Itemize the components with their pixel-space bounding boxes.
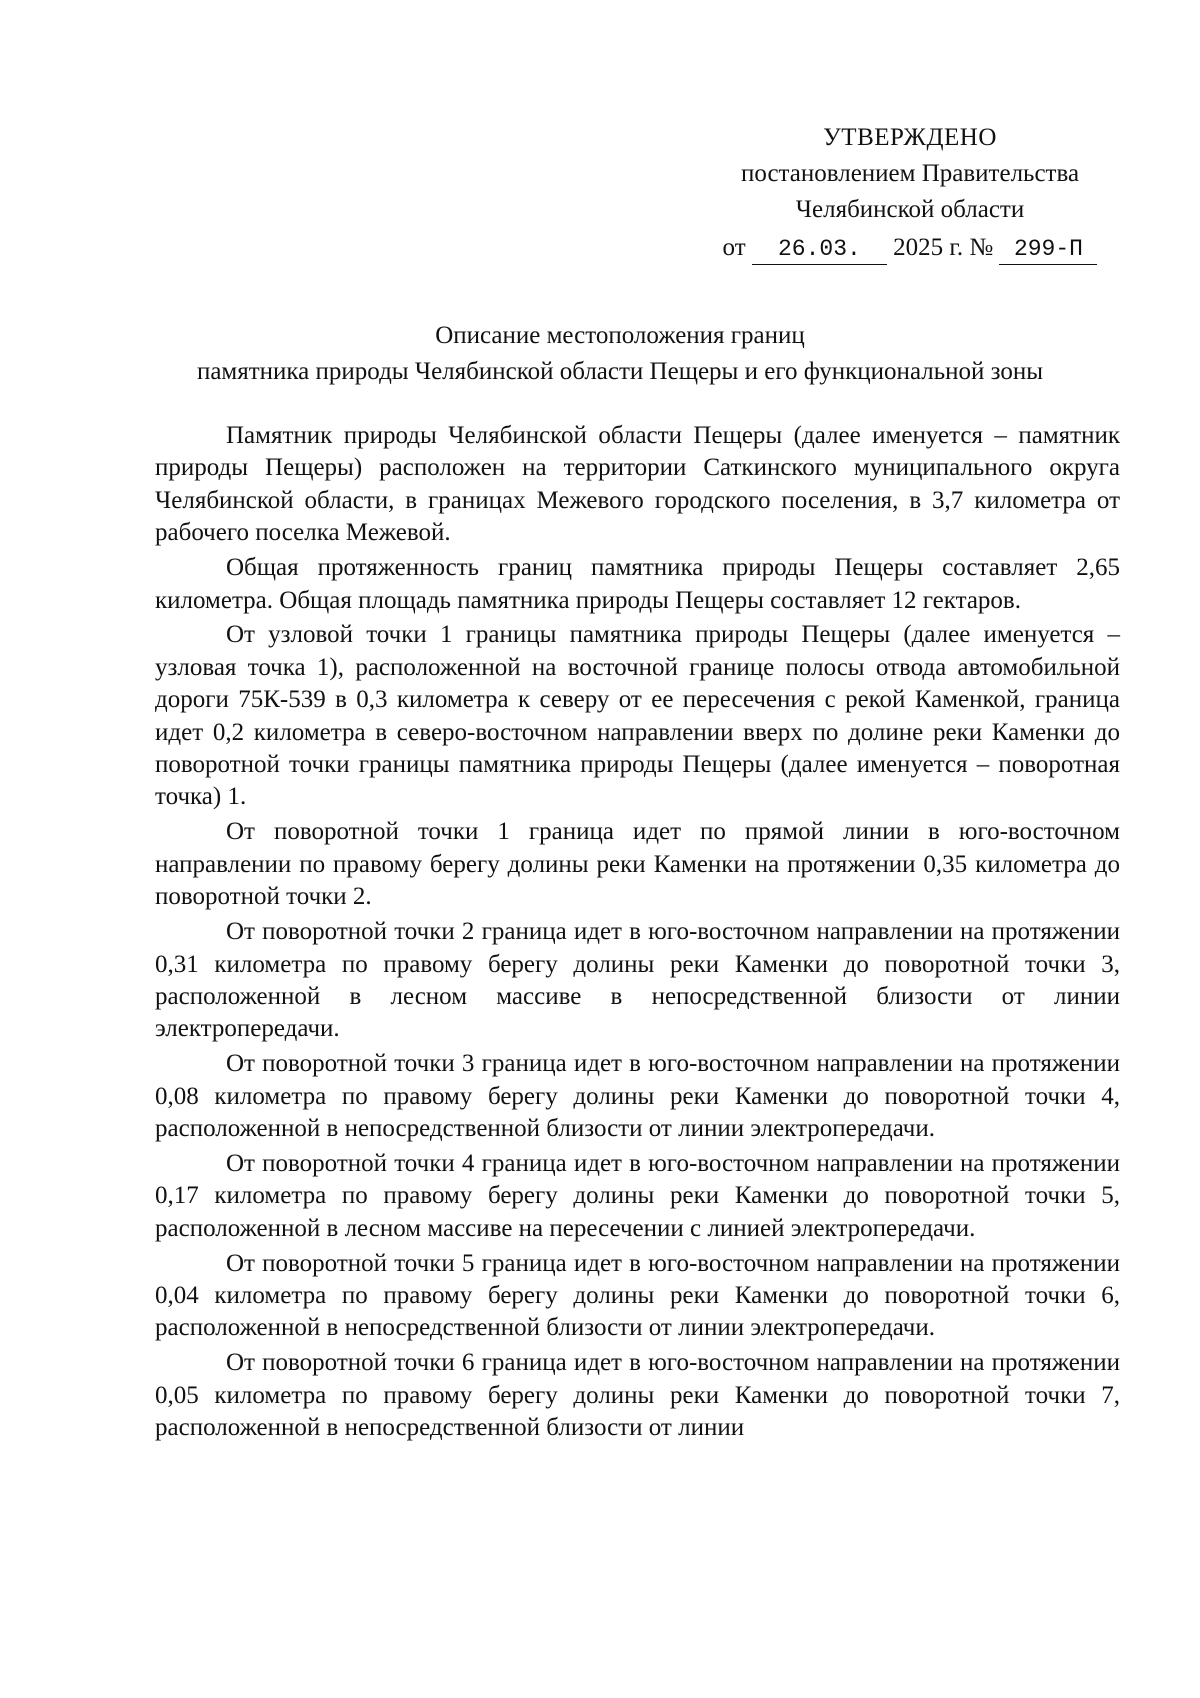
paragraph: Памятник природы Челябинской области Пещеры (далее именуется – памятник природы Пещеры) расположен на территории Саткинского муниципального округа Челябинской области, в границах Межевого городского поселения, в 3,7 километра от рабочего поселка Межевой.	[155, 422, 1120, 547]
approval-line-1: постановлением Правительства	[740, 160, 1080, 187]
paragraph: От поворотной точки 3 граница идет в юго-восточном направлении на протяжении 0,08 километра по правому берегу долины реки Каменки до поворотной точки 4, расположенной в непосредственной близости от линии электропередачи.	[155, 1050, 1120, 1143]
document-title	[100, 318, 1140, 390]
document-body	[155, 420, 1120, 1447]
approval-line-2: Челябинской области	[795, 196, 1025, 223]
paragraph: От поворотной точки 4 граница идет в юго-восточном направлении на протяжении 0,17 километра по правому берегу долины реки Каменки до поворотной точки 5, расположенной в лесном массиве на пересечении с линией электропередачи.	[155, 1149, 1120, 1242]
approval-from-prefix: от	[722, 234, 746, 261]
paragraph: От поворотной точки 6 граница идет в юго-восточном направлении на протяжении 0,05 километра по правому берегу долины реки Каменки до поворотной точки 7, расположенной в непосредственной близости от линии	[155, 1349, 1120, 1442]
paragraph: От поворотной точки 5 граница идет в юго-восточном направлении на протяжении 0,04 километра по правому берегу долины реки Каменки до поворотной точки 6, расположенной в непосредственной близости от линии электропередачи.	[155, 1249, 1120, 1342]
approval-date: 26.03.	[752, 234, 887, 265]
approval-date-line	[700, 230, 1120, 266]
approval-heading: УТВЕРЖДЕНО	[823, 124, 997, 151]
document-title-line-1: Описание местоположения границ	[435, 322, 805, 349]
approval-number: 299-П	[999, 234, 1097, 265]
paragraph: От поворотной точки 1 граница идет по прямой линии в юго-восточном направлении по правому берегу долины реки Каменки на протяжении 0,35 километра до поворотной точки 2.	[155, 818, 1120, 911]
paragraph: От узловой точки 1 границы памятника природы Пещеры (далее именуется – узловая точка 1), расположенной на восточной границе полосы отвода автомобильной дороги 75К-539 в 0,3 километра к северу от ее пересечения с рекой Каменкой, граница идет 0,2 километра в северо-восточном направлении вверх по долине реки Каменки до поворотной точки границы памятника природы Пещеры (далее именуется – поворотная точка) 1.	[155, 621, 1120, 811]
approval-stamp-block	[700, 120, 1120, 266]
paragraph: От поворотной точки 2 граница идет в юго-восточном направлении на протяжении 0,31 километра по правому берегу долины реки Каменки до поворотной точки 3, расположенной в лесном массиве в непосредственной близости от линии электропередачи.	[155, 918, 1120, 1043]
approval-year-text: 2025 г. №	[893, 234, 994, 261]
document-title-line-2: памятника природы Челябинской области Пещеры и его функциональной зоны	[196, 358, 1044, 385]
paragraph: Общая протяженность границ памятника природы Пещеры составляет 2,65 километра. Общая площадь памятника природы Пещеры составляет 12 гектаров.	[155, 554, 1120, 614]
